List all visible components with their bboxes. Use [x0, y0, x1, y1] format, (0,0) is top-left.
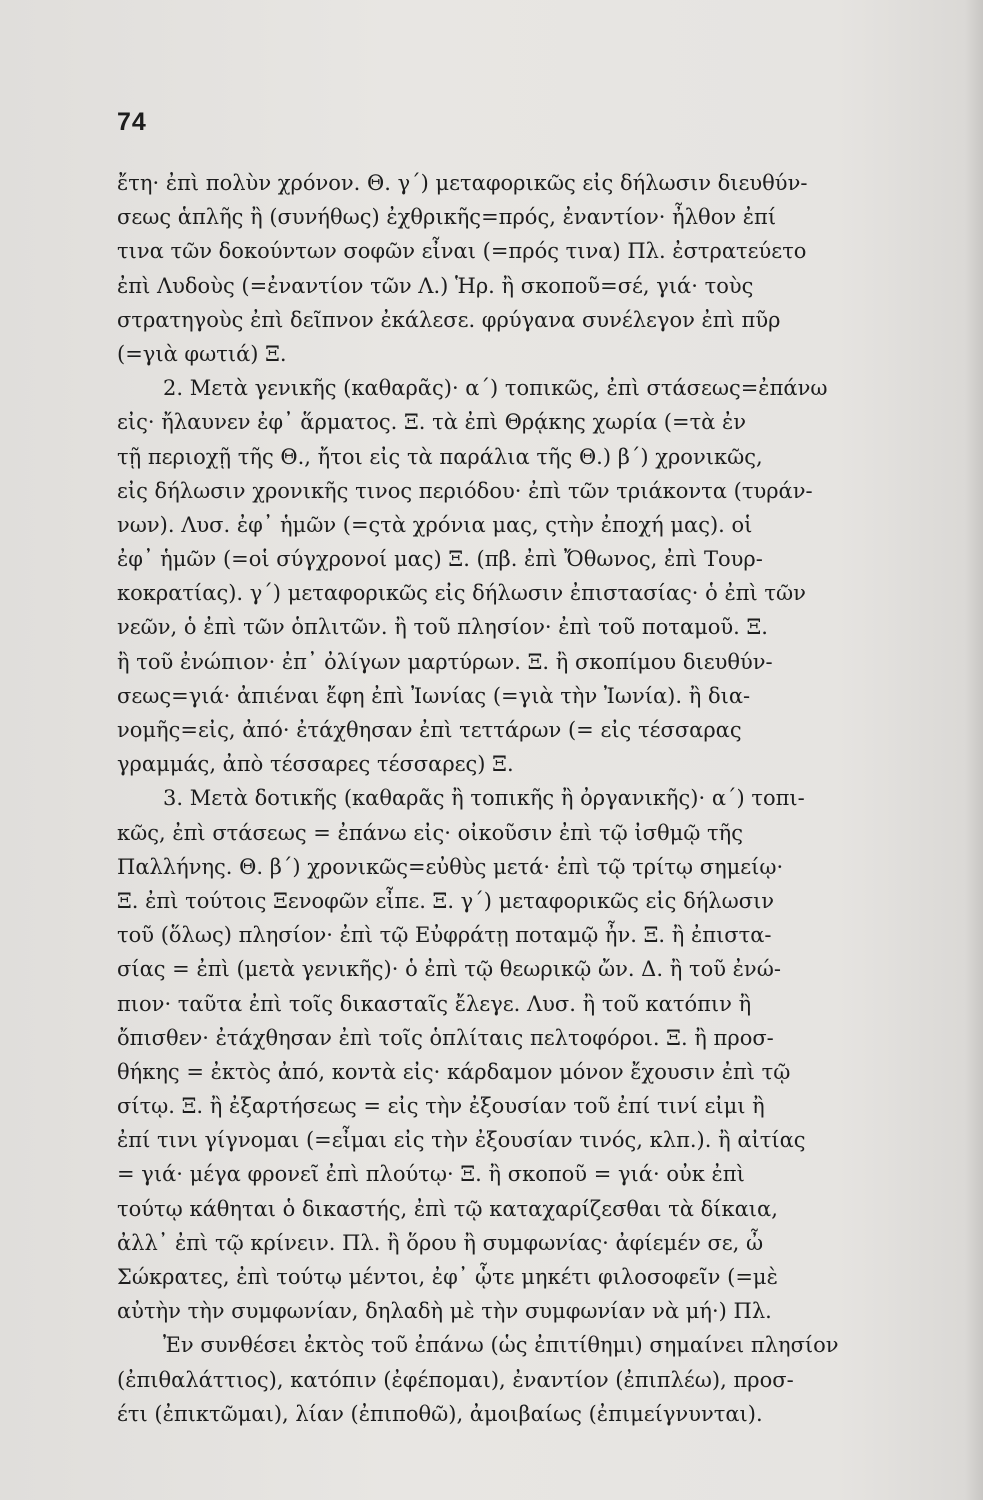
text-line: ἔτη· ἐπὶ πολὺν χρόνον. Θ. γ΄) μεταφορικῶς εἰς δήλωσιν διευθύν- — [117, 171, 808, 195]
text-line: 2. Μετὰ γενικῆς (καθαρᾶς)· α΄) τοπικῶς, ἐπὶ στάσεως=ἐπάνω — [163, 376, 828, 401]
text-line: πιον· ταῦτα ἐπὶ τοῖς δικασταῖς ἔλεγε. Λυσ. ἢ τοῦ κατόπιν ἢ — [117, 991, 752, 1016]
text-line: θήκης = ἐκτὸς ἀπό, κοντὰ εἰς· κάρδαμον μόνον ἔχουσιν ἐπὶ τῷ — [117, 1059, 791, 1084]
page-edge-shadow — [965, 0, 983, 1500]
text-line: αὐτὴν τὴν συμφωνίαν, δηλαδὴ μὲ τὴν συμφωνίαν νὰ μή·) Πλ. — [117, 1299, 772, 1324]
text-line: σίας = ἐπὶ (μετὰ γενικῆς)· ὁ ἐπὶ τῷ θεωρικῷ ὤν. Δ. ἢ τοῦ ἐνώ- — [117, 957, 781, 982]
text-line: Σώκρατες, ἐπὶ τούτῳ μέντοι, ἐφ᾽ ᾧτε μηκέτι φιλοσοφεῖν (=μὲ — [117, 1265, 778, 1289]
text-line: ἐπὶ Λυδοὺς (=ἐναντίον τῶν Λ.) Ἡρ. ἢ σκοποῦ=σέ, γιά· τοὺς — [117, 273, 754, 298]
text-line: τινα τῶν δοκούντων σοφῶν εἶναι (=πρός τινα) Πλ. ἐστρατεύετο — [117, 239, 807, 264]
text-line: Ἐν συνθέσει ἐκτὸς τοῦ ἐπάνω (ὡς ἐπιτίθημι) σημαίνει πλησίον — [163, 1333, 839, 1358]
text-line: 3. Μετὰ δοτικῆς (καθαρᾶς ἢ τοπικῆς ἢ ὀργανικῆς)· α΄) τοπι- — [163, 786, 805, 811]
text-line: (ἐπιθαλάττιος), κατόπιν (ἐφέπομαι), ἐναντίον (ἐπιπλέω), προσ- — [117, 1367, 794, 1392]
text-line: τούτῳ κάθηται ὁ δικαστής, ἐπὶ τῷ καταχαρίζεσθαι τὰ δίκαια, — [117, 1196, 778, 1221]
text-line: γραμμάς, ἀπὸ τέσσαρες τέσσαρες) Ξ. — [117, 752, 514, 777]
text-line: σίτῳ. Ξ. ἢ ἐξαρτήσεως = εἰς τὴν ἐξουσίαν τοῦ ἐπί τινί εἰμι ἢ — [117, 1094, 765, 1119]
text-line: νομῆς=εἰς, ἀπό· ἐτάχθησαν ἐπὶ τεττάρων (= εἰς τέσσαρας — [117, 718, 742, 742]
text-line: νων). Λυσ. ἐφ᾽ ἡμῶν (=ςτὰ χρόνια μας, ςτὴν ἐποχή μας). οἱ — [117, 512, 753, 537]
text-line: Παλλήνης. Θ. β΄) χρονικῶς=εὐθὺς μετά· ἐπὶ τῷ τρίτῳ σημείῳ· — [117, 854, 784, 879]
text-line: ὄπισθεν· ἐτάχθησαν ἐπὶ τοῖς ὁπλίταις πελτοφόροι. Ξ. ἢ προσ- — [117, 1025, 774, 1050]
text-line: τοῦ (ὅλως) πλησίον· ἐπὶ τῷ Εὐφράτῃ ποταμῷ ἦν. Ξ. ἢ ἐπιστα- — [117, 923, 772, 948]
text-line: σεως ἁπλῆς ἢ (συνήθως) ἐχθρικῆς=πρός, ἐναντίον· ἦλθον ἐπί — [117, 205, 777, 230]
text-line: = γιά· μέγα φρονεῖ ἐπὶ πλούτῳ· Ξ. ἢ σκοποῦ = γιά· οὐκ ἐπὶ — [117, 1162, 745, 1187]
text-line: κοκρατίας). γ΄) μεταφορικῶς εἰς δήλωσιν ἐπιστασίας· ὁ ἐπὶ τῶν — [117, 581, 806, 606]
text-line: ἢ τοῦ ἐνώπιον· ἐπ᾽ ὀλίγων μαρτύρων. Ξ. ἢ σκοπίμου διευθύν- — [117, 649, 773, 674]
text-line: ἐπί τινι γίγνομαι (=εἶμαι εἰς τὴν ἐξουσίαν τινός, κλπ.). ἢ αἰτίας — [117, 1128, 806, 1153]
page-number: 74 — [117, 108, 147, 136]
text-line: κῶς, ἐπὶ στάσεως = ἐπάνω εἰς· οἰκοῦσιν ἐπὶ τῷ ἰσθμῷ τῆς — [117, 820, 744, 845]
text-line: σεως=γιά· ἀπιέναι ἔφη ἐπὶ Ἰωνίας (=γιὰ τὴν Ἰωνία). ἢ δια- — [117, 683, 751, 708]
text-line: τῇ περιοχῇ τῆς Θ., ἤτοι εἰς τὰ παράλια τῆς Θ.) β΄) χρονικῶς, — [117, 444, 763, 469]
text-line: εἰς δήλωσιν χρονικῆς τινος περιόδου· ἐπὶ τῶν τριάκοντα (τυράν- — [117, 478, 813, 503]
text-line: στρατηγοὺς ἐπὶ δεῖπνον ἐκάλεσε. φρύγανα συνέλεγον ἐπὶ πῦρ — [117, 307, 781, 332]
text-line: ἀλλ᾽ ἐπὶ τῷ κρίνειν. Πλ. ἢ ὅρου ἢ συμφωνίας· ἀφίεμέν σε, ὦ — [117, 1230, 764, 1255]
text-line: ἐφ᾽ ἡμῶν (=οἱ σύγχρονοί μας) Ξ. (πβ. ἐπὶ Ὄθωνος, ἐπὶ Τουρ- — [117, 547, 763, 572]
text-line: έτι (ἐπικτῶμαι), λίαν (ἐπιποθῶ), ἀμοιβαίως (ἐπιμείγνυνται). — [117, 1401, 763, 1426]
text-line: Ξ. ἐπὶ τούτοις Ξενοφῶν εἶπε. Ξ. γ΄) μεταφορικῶς εἰς δήλωσιν — [117, 888, 775, 913]
text-line: (=γιὰ φωτιά) Ξ. — [117, 341, 287, 366]
text-line: εἰς· ἤλαυνεν ἐφ᾽ ἅρματος. Ξ. τὰ ἐπὶ Θρᾴκης χωρία (=τὰ ἐν — [117, 410, 747, 435]
body-text — [117, 166, 925, 1431]
text-line: νεῶν, ὁ ἐπὶ τῶν ὁπλιτῶν. ἢ τοῦ πλησίον· ἐπὶ τοῦ ποταμοῦ. Ξ. — [117, 615, 768, 640]
